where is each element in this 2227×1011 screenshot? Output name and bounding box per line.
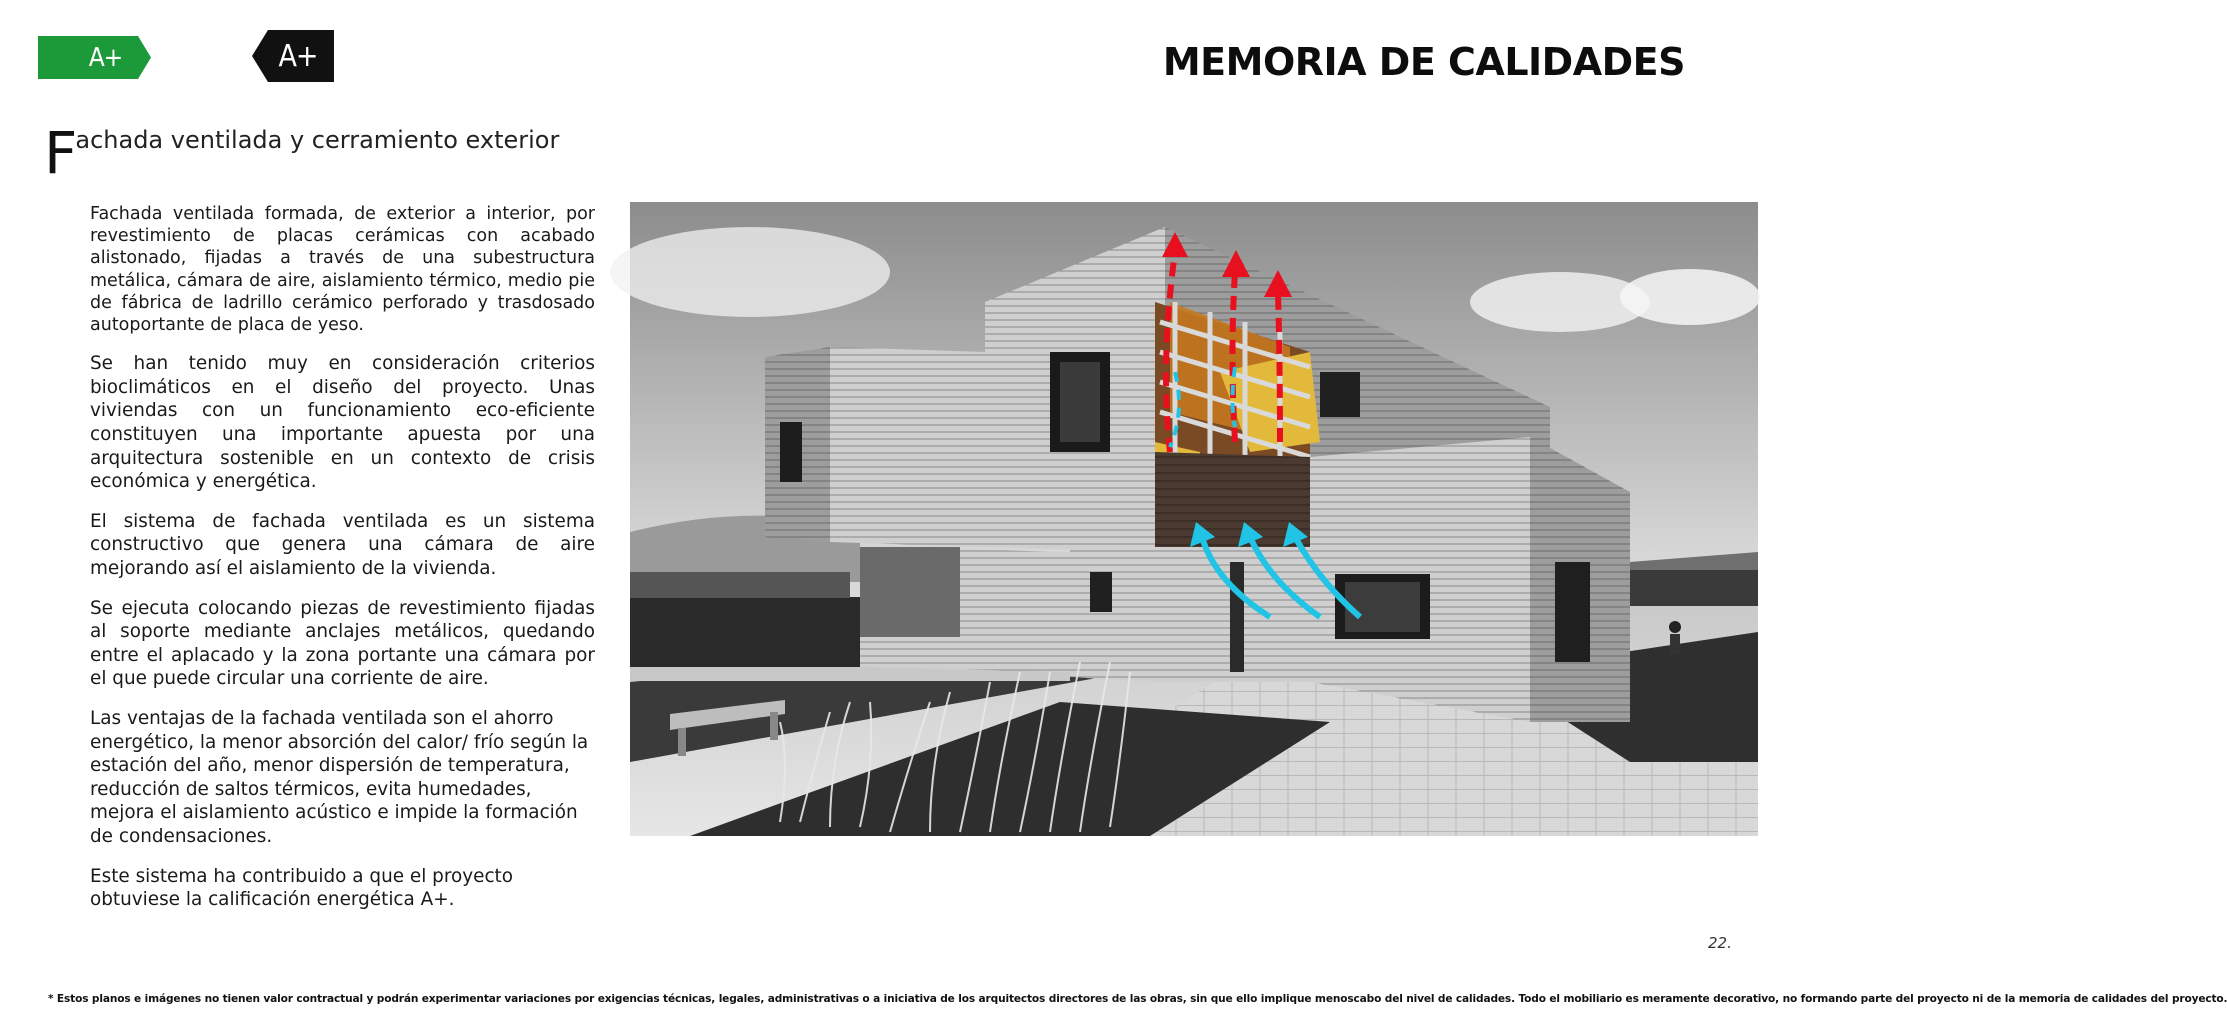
heading-text: achada ventilada y cerramiento exterior [75,126,560,154]
disclaimer-footnote: * Estos planos e imágenes no tienen valor contractual y podrán experimentar variaciones por exigencias técnicas, legales, administrativas o a iniciativa de los arquitectos directores de las obras, sin que ello implique menoscabo del nivel de calidades. Todo el mobiliario es meramente decorativo, no formando parte del proyecto ni de la memoria de calidades del proyecto. [48,993,2227,1005]
energy-rating-label: A+ [278,38,318,74]
energy-rating-badge-green [38,36,151,79]
body-text-column [90,203,595,928]
document-title: MEMORIA DE CALIDADES [1162,40,1685,84]
paragraph: Se han tenido muy en consideración criterios bioclimáticos en el diseño del proyecto. Unas viviendas con un funcionamiento eco-eficiente constituyen una importante apuesta por una arquitectura sostenible en un contexto de crisis económica y energética. [90,353,595,493]
section-heading [44,119,560,187]
energy-rating-label: A+ [88,42,123,73]
building-illustration [630,202,1758,836]
paragraph: El sistema de fachada ventilada es un sistema constructivo que genera una cámara de aire mejorando así el aislamiento de la vivienda. [90,510,595,579]
paragraph: Fachada ventilada formada, de exterior a interior, por revestimiento de placas cerámicas con acabado alistonado, fijadas a través de una subestructura metálica, cámara de aire, aislamiento térmico, medio pie de fábrica de ladrillo cerámico perforado y trasdosado autoportante de placa de yeso. [90,204,595,336]
paragraph: Este sistema ha contribuido a que el proyecto obtuviese la calificación energética A+. [90,865,514,911]
paragraph: Se ejecuta colocando piezas de revestimiento fijadas al soporte mediante anclajes metálicos, quedando entre el aplacado y la zona portante una cámara por el que puede circular una corriente de aire. [90,597,595,690]
facade-render-image [630,202,1758,836]
heading-initial-letter: F [44,119,78,187]
paragraph: Las ventajas de la fachada ventilada son el ahorro energético, la menor absorción del calor/ frío según la estación del año, menor dispersión de temperatura, reducción de saltos térmicos, evita humedades, mejora el aislamiento acústico e impide la formación de condensaciones. [90,707,589,847]
energy-rating-badge-black [252,30,334,82]
page-number: 22. [1708,934,1732,952]
